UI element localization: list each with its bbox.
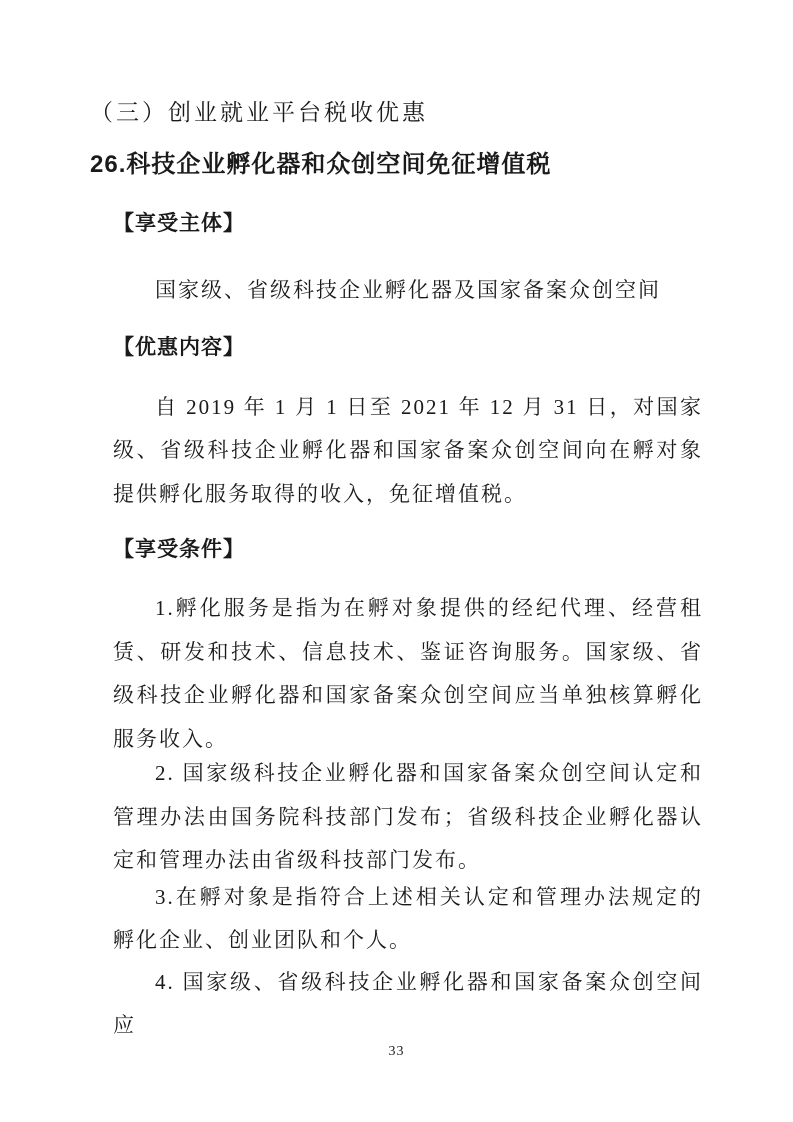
paragraph-condition-3: 3.在孵对象是指符合上述相关认定和管理办法规定的孵化企业、创业团队和个人。 — [113, 884, 703, 952]
paragraph-condition-2: 2. 国家级科技企业孵化器和国家备案众创空间认定和管理办法由国务院科技部门发布；省级科技企业孵化器认定和管理办法由省级科技部门发布。 — [113, 761, 703, 872]
paragraph-benefit-content: 自 2019 年 1 月 1 日至 2021 年 12 月 31 日，对国家级、省级科技企业孵化器和国家备案众创空间向在孵对象提供孵化服务取得的收入，免征增值税。 — [113, 394, 703, 506]
section-heading: （三）创业就业平台税收优惠 — [90, 100, 428, 125]
label-beneficiary: 【享受主体】 — [113, 212, 245, 235]
paragraph-condition-1: 1.孵化服务是指为在孵对象提供的经纪代理、经营租赁、研发和技术、信息技术、鉴证咨询服务。国家级、省级科技企业孵化器和国家备案众创空间应当单独核算孵化服务收入。 — [113, 596, 703, 751]
label-conditions: 【享受条件】 — [113, 538, 245, 561]
paragraph-beneficiary: 国家级、省级科技企业孵化器及国家备案众创空间 — [155, 278, 661, 302]
item-heading: 26.科技企业孵化器和众创空间免征增值税 — [90, 151, 552, 178]
document-content — [90, 0, 703, 1048]
paragraph-condition-4: 4. 国家级、省级科技企业孵化器和国家备案众创空间应 — [113, 969, 703, 1037]
page-number: 33 — [388, 1044, 405, 1059]
label-benefit-content: 【优惠内容】 — [113, 335, 245, 359]
